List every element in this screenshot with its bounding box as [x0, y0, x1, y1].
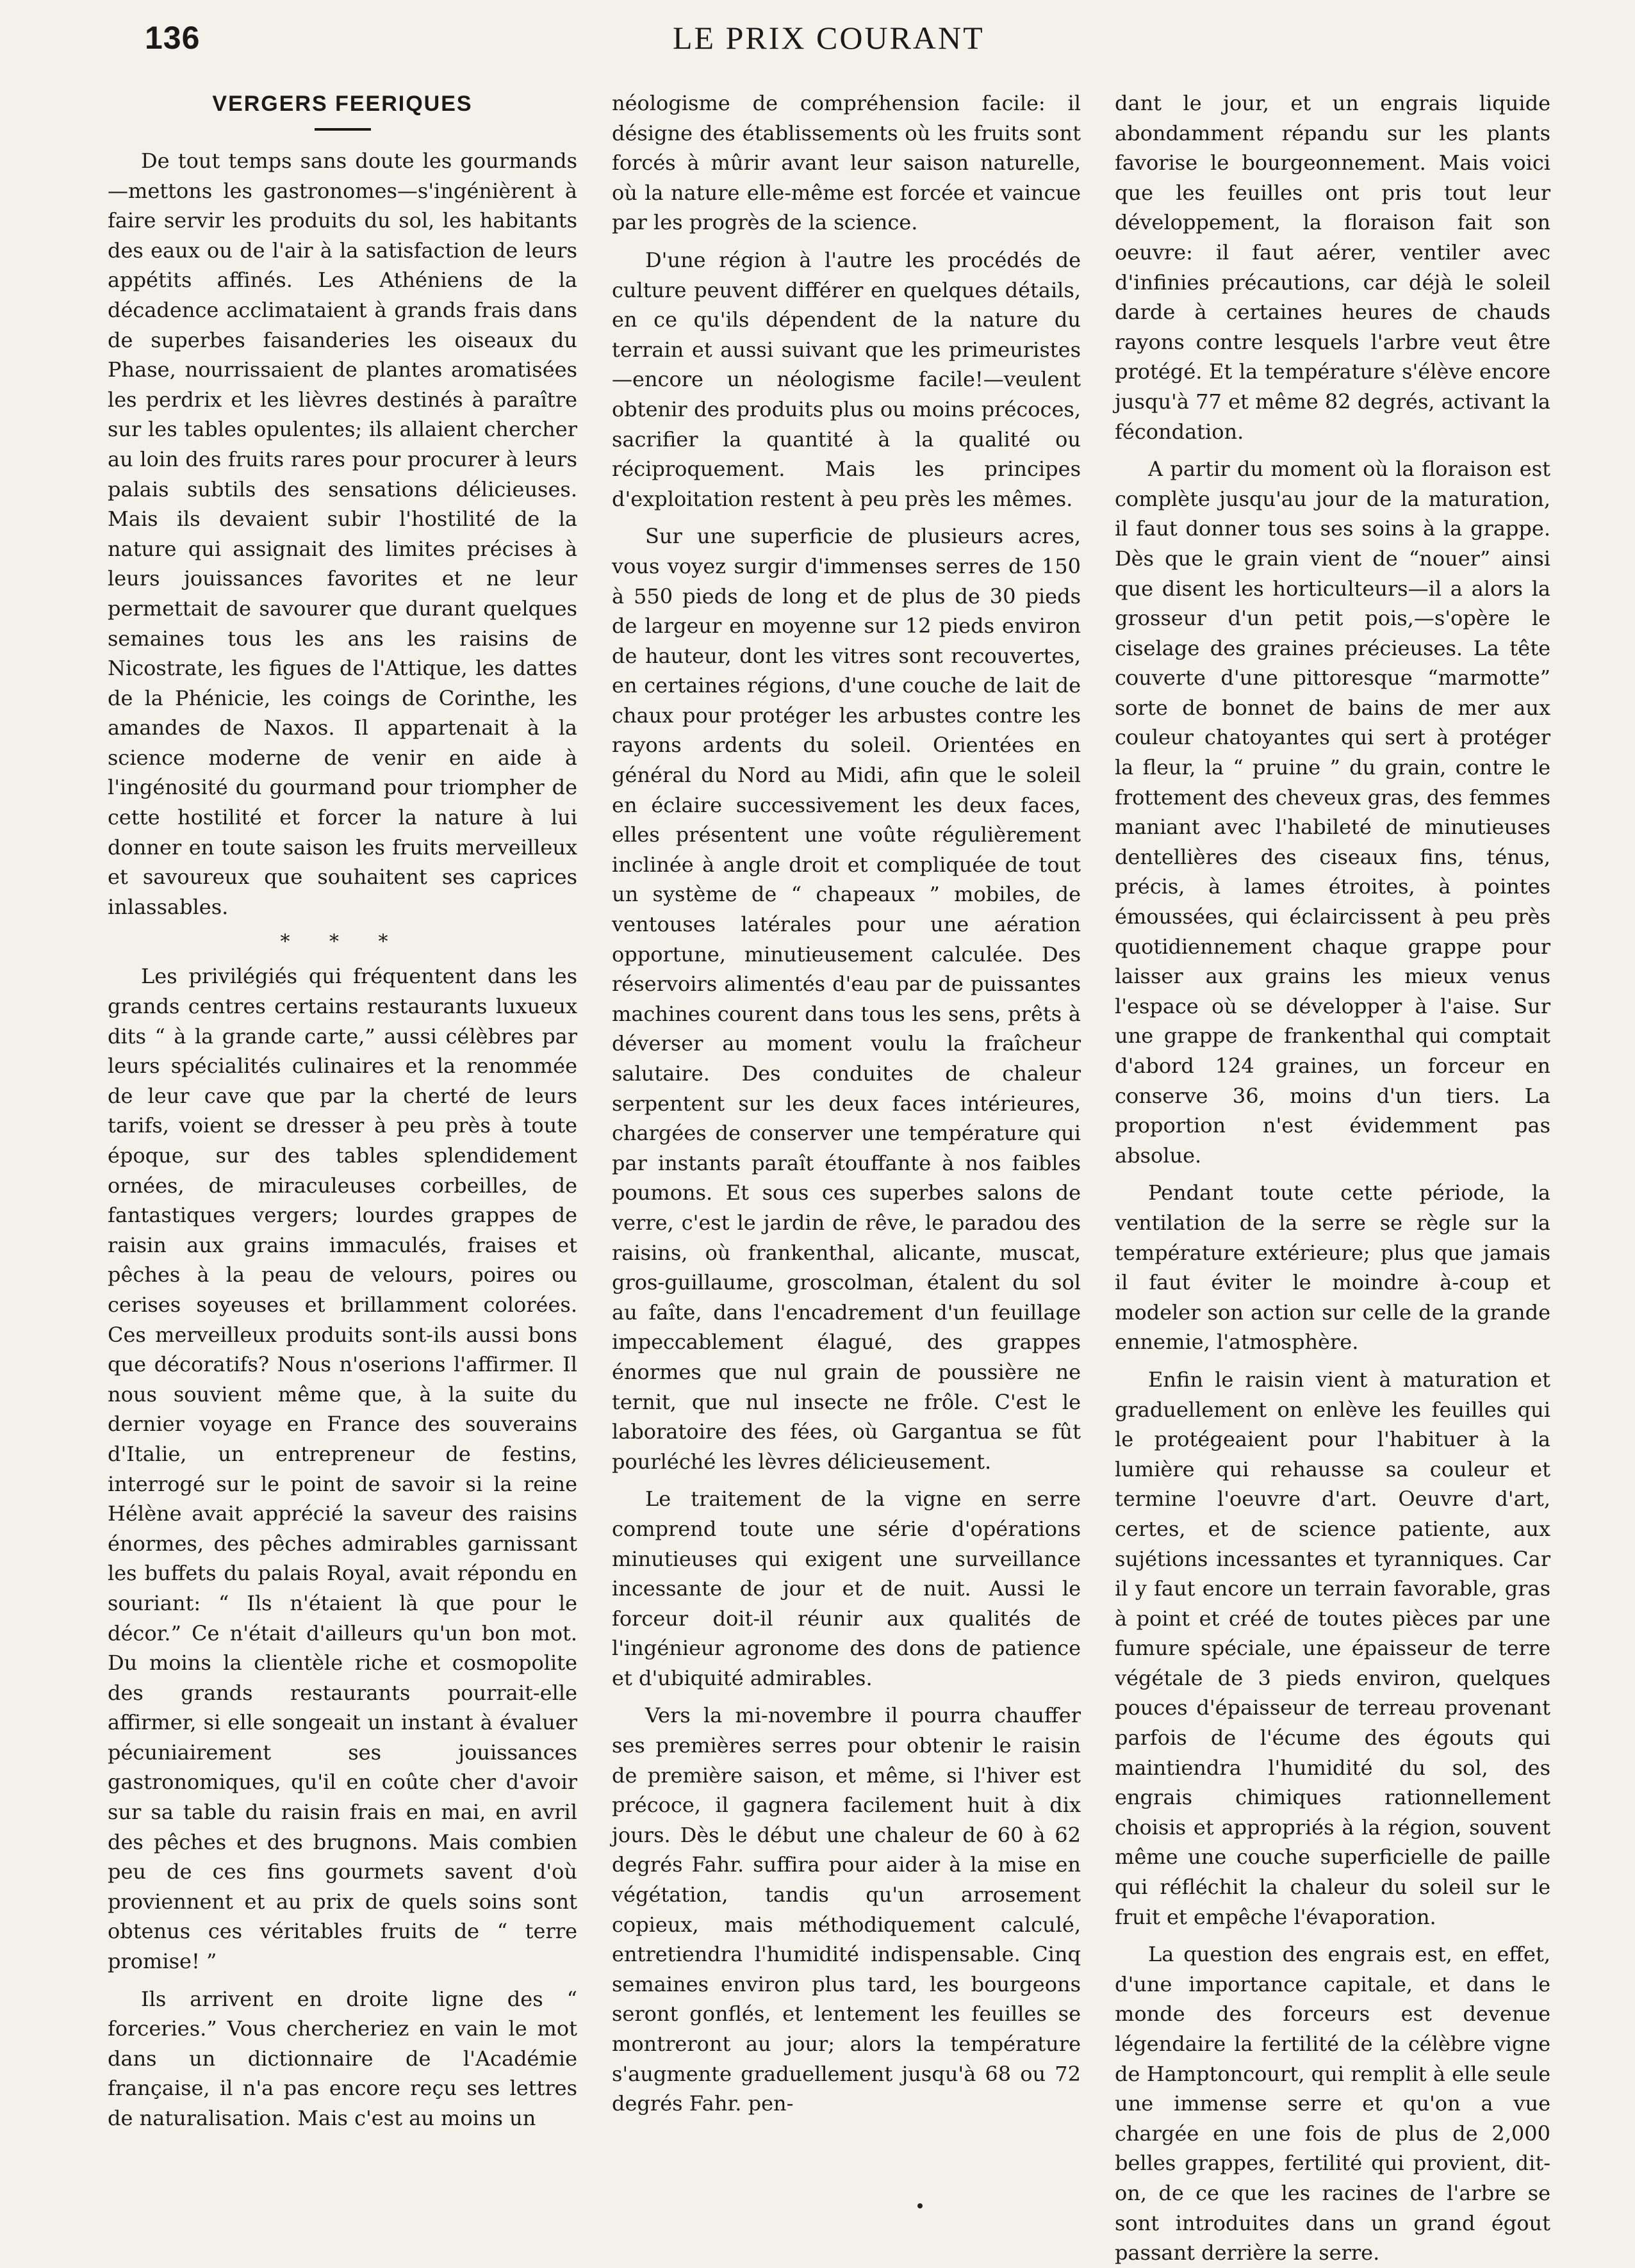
paragraph: A partir du moment où la floraison est complète jusqu'au jour de la maturation, il faut donner tous ses soins à la grappe. Dès que le grain vient de “nouer” ainsi que disent les horticulteurs—il a alors la grosseur d'un petit pois,—s'opère le ciselage des graines précieuses. La tête couverte d'une pittoresque “marmotte” sorte de bonnet de bains de mer aux couleur chatoyantes qui sert à protéger la fleur, la “ pruine ” du grain, contre le frottement des cheveux gras, des femmes maniant avec l'habileté de minutieuses dentellières des ciseaux fins, ténus, précis, à lames étroites, à pointes émoussées, qui éclaircissent à peu près quotidiennement chaque grappe pour laisser aux grains les mieux venus l'espace où se développer à l'aise. Sur une grappe de frankenthal qui comptait d'abord 124 graines, un forceur en conserve 36, moins d'un tiers. La proportion n'est évidemment pas absolue.: [1115, 457, 1550, 1168]
article-headline: VERGERS FEERIQUES: [212, 92, 473, 116]
paragraph: Pendant toute cette période, la ventilation de la serre se règle sur la température extérieure; plus que jamais il faut éviter le moindre à-coup et modeler son action sur celle de la grande ennemie, l'atmosphère.: [1115, 1180, 1550, 1355]
paragraph: néologisme de compréhension facile: il désigne des établissements où les fruits sont forcés à mûrir avant leur saison naturelle, où la nature elle-même est forcée et vaincue par les progrès de la science.: [612, 91, 1081, 235]
page-number: 136: [145, 20, 201, 56]
paragraph: Le traitement de la vigne en serre comprend toute une série d'opérations minutieuses qui exigent une surveillance incessante de jour et de nuit. Aussi le forceur doit-il réunir aux qualités de l'ingénieur agronome des dons de patience et d'ubiquité admirables.: [612, 1487, 1081, 1690]
headline-rule: [315, 128, 371, 131]
paragraph: Sur une superficie de plusieurs acres, vous voyez surgir d'immenses serres de 150 à 550 pieds de long et de plus de 30 pieds de largeur en moyenne sur 12 pieds environ de hauteur, dont les vitres sont recouvertes, en certaines régions, d'une couche de lait de chaux pour protéger les arbustes contre les rayons ardents du soleil. Orientées en général du Nord au Midi, afin que le soleil en éclaire successivement les deux faces, elles présentent une voûte régulièrement inclinée à angle droit et compliquée de tout un système de “ chapeaux ” mobiles, de ventouses latérales pour une aération opportune, minutieusement calculée. Des réservoirs alimentés d'eau par de puissantes machines courent dans tous les sens, prêts à déverser au moment voulu la fraîcheur salutaire. Des conduites de chaleur serpentent sur les deux faces intérieures, chargées de conserver une température qui par instants paraît étouffante à nos faibles poumons. Et sous ces superbes salons de verre, c'est le jardin de rêve, le paradou des raisins, où frankenthal, alicante, muscat, gros-guillaume, groscolman, étalent du sol au faîte, dans l'encadrement d'un feuillage impeccablement élagué, des grappes énormes que nul grain de poussière ne ternit, que nul insecte ne frôle. C'est le laboratoire des fées, où Gargantua se fût pourléché les lèvres délicieusement.: [612, 524, 1081, 1474]
paragraph: dant le jour, et un engrais liquide abondamment répandu sur les plants favorise le bourgeonnement. Mais voici que les feuilles ont pris tout leur développement, la floraison fait son oeuvre: il faut aérer, ventiler avec d'infinies précautions, car déjà le soleil darde à certaines heures de chauds rayons contre lesquels l'arbre veut être protégé. Et la température s'élève encore jusqu'à 77 et même 82 degrés, activant la fécondation.: [1115, 91, 1550, 444]
column-1: [108, 88, 577, 2133]
running-title: LE PRIX COURANT: [673, 20, 985, 56]
column-3: [1115, 88, 1550, 2265]
paragraph: De tout temps sans doute les gourmands—mettons les gastronomes—s'ingénièrent à faire servir les produits du sol, les habitants des eaux ou de l'air à la satisfaction de leurs appétits affinés. Les Athéniens de la décadence acclimataient à grands frais dans de superbes faisanderies les oiseaux du Phase, nourrissaient de plantes aromatisées les perdrix et les lièvres destinés à paraître sur les tables opulentes; ils allaient chercher au loin des fruits rares pour procurer à leurs palais subtils des sensations délicieuses. Mais ils devaient subir l'hostilité de la nature qui assignait des limites précises à leurs jouissances favorites et ne leur permettait de savourer que durant quelques semaines tous les ans les raisins de Nicostrate, les figues de l'Attique, les dattes de la Phénicie, les coings de Corinthe, les amandes de Naxos. Il appartenait à la science moderne de venir en aide à l'ingénosité du gourmand pour triompher de cette hostilité et forcer la nature à lui donner en toute saison les fruits merveilleux et savoureux que souhaitent ses caprices inlassables.: [108, 149, 577, 919]
paragraph: Ils arrivent en droite ligne des “ forceries.” Vous chercheriez en vain le mot dans un dictionnaire de l'Académie française, il n'a pas encore reçu ses lettres de naturalisation. Mais c'est au moins un: [108, 1986, 577, 2130]
paragraph: La question des engrais est, en effet, d'une importance capitale, et dans le monde des forceurs est devenue légendaire la fertilité de la célèbre vigne de Hamptoncourt, qui remplit à elle seule une immense serre et qu'on a vue chargée en une fois de plus de 2,000 belles grappes, fertilité qui provient, dit-on, de ce que les racines de l'arbre se sont introduites dans un grand égout passant derrière la serre.: [1115, 1942, 1550, 2265]
section-separator: * * *: [280, 931, 405, 954]
paragraph: Les privilégiés qui fréquentent dans les grands centres certains restaurants luxueux dits “ à la grande carte,” aussi célèbres par leurs spécialités culinaires et la renommée de leur cave que par la cherté de leurs tarifs, voient se dresser à peu près à toute époque, sur des tables splendidement ornées, de miraculeuses corbeilles, de fantastiques vergers; lourdes grappes de raisin aux grains immaculés, fraises et pêches à la peau de velours, poires ou cerises soyeuses et brillamment colorées. Ces merveilleux produits sont-ils aussi bons que décoratifs? Nous n'oserions l'affirmer. Il nous souvient même que, à la suite du dernier voyage en France des souverains d'Italie, un entrepreneur de festins, interrogé sur le point de savoir si la reine Hélène avait apprécié la saveur des raisins énormes, des pêches admirables garnissant les buffets du palais Royal, avait répondu en souriant: “ Ils n'étaient là que pour le décor.” Ce n'était d'ailleurs qu'un bon mot. Du moins la clientèle riche et cosmopolite des grands restaurants pourrait-elle affirmer, si elle songeait un instant à évaluer pécuniairement ses jouissances gastronomiques, qu'il en coûte cher d'avoir sur sa table du raisin frais en mai, en avril des pêches et des brugnons. Mais combien peu de ces fins gourmets savent d'où proviennent et au prix de quels soins sont obtenus ces véritables fruits de “ terre promise! ”: [108, 964, 577, 1974]
column-2: [612, 88, 1081, 2119]
paragraph: Enfin le raisin vient à maturation et graduellement on enlève les feuilles qui le protégeaient pour l'habituer à la lumière qui rehausse sa couleur et termine l'oeuvre d'art. Oeuvre d'art, certes, et de science patiente, aux sujétions incessantes et tyranniques. Car il y faut encore un terrain favorable, gras à point et créé de toutes pièces par une fumure spéciale, une épaisseur de terre végétale de 3 pieds environ, quelques pouces d'épaisseur de terreau provenant parfois de l'écume des égouts qui maintiendra l'humidité du sol, des engrais chimiques rationnellement choisis et appropriés à la région, souvent même une couche superficielle de paille qui réfléchit la chaleur du soleil sur le fruit et empêche l'évaporation.: [1115, 1367, 1550, 1929]
paragraph: D'une région à l'autre les procédés de culture peuvent différer en quelques détails, en ce qu'ils dépendent de la nature du terrain et aussi suivant que les primeuristes—encore un néologisme facile!—veulent obtenir des produits plus ou moins précoces, sacrifier la quantité à la qualité ou réciproquement. Mais les principes d'exploitation restent à peu près les mêmes.: [612, 247, 1081, 511]
paragraph: Vers la mi-novembre il pourra chauffer ses premières serres pour obtenir le raisin de première saison, et même, si l'hiver est précoce, il gagnera facilement huit à dix jours. Dès le début une chaleur de 60 à 62 degrés Fahr. suffira pour aider à la mise en végétation, tandis qu'un arrosement copieux, mais méthodiquement calculé, entretiendra l'humidité indispensable. Cinq semaines environ plus tard, les bourgeons seront gonflés, et lentement les feuilles se montreront au jour; alors la température s'augmente graduellement jusqu'à 68 ou 72 degrés Fahr. pen-: [612, 1703, 1081, 2116]
print-mark: [917, 2203, 923, 2208]
